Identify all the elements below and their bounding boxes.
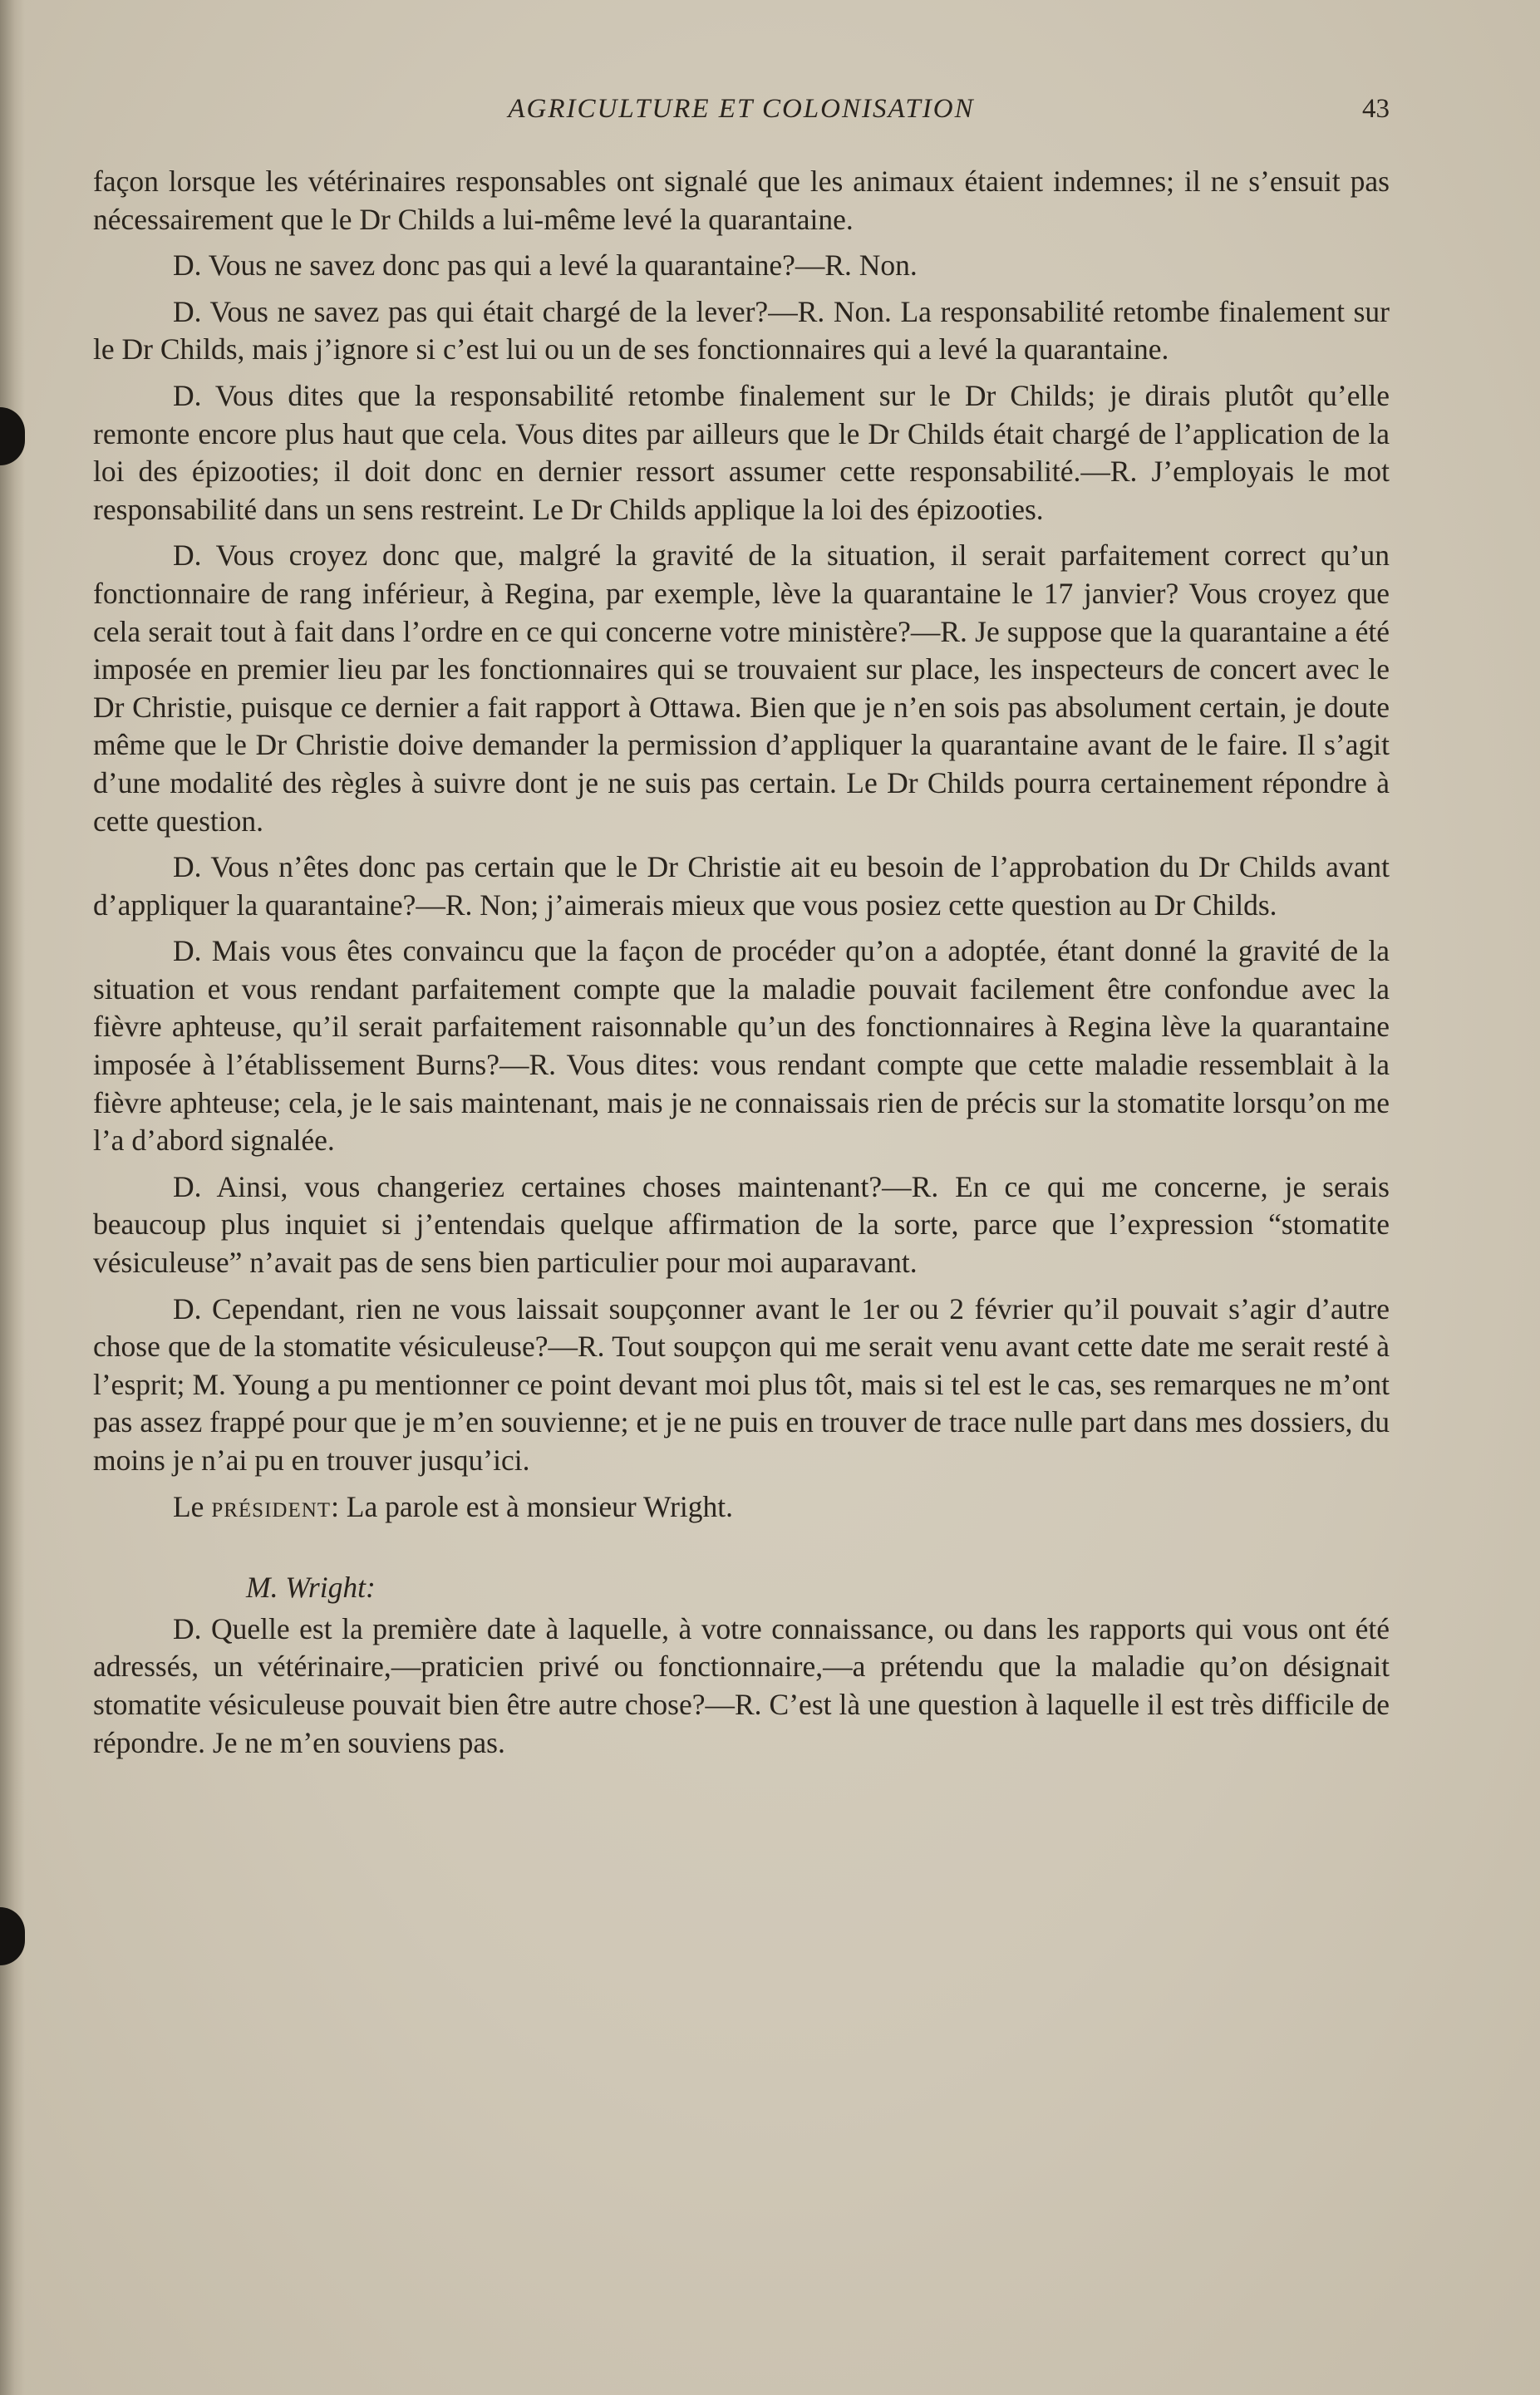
page-number: 43	[1362, 94, 1390, 124]
chair-role: président	[211, 1489, 332, 1523]
paragraph-8: D. Ainsi, vous changeriez certaines choses maintenant?—R. En ce qui me concerne, je serais beaucoup plus inquiet si j’entendais quelque affirmation de la sorte, parce que l’expression “stomatite vésiculeuse” n’avait pas de sens bien particulier pour moi auparavant.	[93, 1169, 1390, 1280]
page-header	[93, 90, 1390, 128]
paragraph-6: D. Vous n’êtes donc pas certain que le Dr Christie ait eu besoin de l’approbation du Dr Childs avant d’appliquer la quarantaine?—R. Non; j’aimerais mieux que vous posiez cette question au Dr Childs.	[93, 850, 1390, 922]
speaker-heading: M. Wright:	[246, 1571, 376, 1605]
paragraph-1: façon lorsque les vétérinaires responsables ont signalé que les animaux étaient indemnes; il ne s’ensuit pas nécessairement que le Dr Childs a lui-même levé la quarantaine.	[93, 165, 1390, 236]
paragraph-4: D. Vous dites que la responsabilité retombe finalement sur le Dr Childs; je dirais plutôt qu’elle remonte encore plus haut que cela. Vous dites par ailleurs que le Dr Childs était chargé de l’application de la loi des épizooties; il doit donc en dernier ressort assumer cette responsabilité.—R. J’employais le mot responsabilité dans un sens restreint. Le Dr Childs applique la loi des épizooties.	[93, 378, 1390, 526]
running-title: AGRICULTURE ET COLONISATION	[508, 94, 975, 124]
binding-shadow	[0, 0, 25, 2395]
paragraph-5: D. Vous croyez donc que, malgré la gravité de la situation, il serait parfaitement correct qu’un fonctionnaire de rang inférieur, à Regina, par exemple, lève la quarantaine le 17 janvier? Vous croyez que cela serait tout à fait dans l’ordre en ce qui concerne votre ministère?—R. Je suppose que la quarantaine a été imposée en premier lieu par les fonctionnaires qui se trouvaient sur place, les inspecteurs de concert avec le Dr Christie, puisque ce dernier a fait rapport à Ottawa. Bien que je n’en sois pas absolument certain, je doute même que le Dr Christie doive demander la permission d’appliquer la quarantaine avant de le faire. Il s’agit d’une modalité des règles à suivre dont je ne suis pas certain. Le Dr Childs pourra certainement répondre à cette question.	[93, 539, 1390, 838]
chair-text: : La parole est à monsieur Wright.	[331, 1489, 733, 1523]
body-text	[93, 163, 1390, 1770]
paragraph-3: D. Vous ne savez pas qui était chargé de la lever?—R. Non. La responsabilité retombe finalement sur le Dr Childs, mais j’ignore si c’est lui ou un de ses fonctionnaires qui a levé la quarantaine.	[93, 294, 1390, 366]
paragraph-final: D. Quelle est la première date à laquelle, à votre connaissance, ou dans les rapports qui vous ont été adressés, un vétérinaire,—praticien privé ou fonctionnaire,—a prétendu que la maladie qu’on désignait stomatite vésiculeuse pouvait bien être autre chose?—R. C’est là une question à laquelle il est très difficile de répondre. Je ne m’en souviens pas.	[93, 1611, 1390, 1759]
paragraph-2: D. Vous ne savez donc pas qui a levé la quarantaine?—R. Non.	[173, 248, 918, 283]
paragraph-7: D. Mais vous êtes convaincu que la façon de procéder qu’on a adoptée, étant donné la gravité de la situation et vous rendant parfaitement compte que la maladie pouvait facilement être confondue avec la fièvre aphteuse, qu’il serait parfaitement raisonnable qu’un des fonctionnaires à Regina lève la quarantaine imposée à l’établissement Burns?—R. Vous dites: vous rendant compte que cette maladie ressemblait à la fièvre aphteuse; cela, je le sais maintenant, mais je ne connaissais rien de précis sur la stomatite lorsqu’on me l’a d’abord signalée.	[93, 934, 1390, 1158]
chair-prefix: Le	[173, 1489, 212, 1523]
chair-line	[93, 1488, 1390, 1527]
paragraph-9: D. Cependant, rien ne vous laissait soupçonner avant le 1er ou 2 février qu’il pouvait s’agir d’autre chose que de la stomatite vésiculeuse?—R. Tout soupçon qui me serait venu avant cette date me serait resté à l’esprit; M. Young a pu mentionner ce point devant moi plus tôt, mais si tel est le cas, ses remarques ne m’ont pas assez frappé pour que je m’en souvienne; et je ne puis en trouver de trace nulle part dans mes dossiers, du moins je n’ai pu en trouver jusqu’ici.	[93, 1291, 1390, 1477]
